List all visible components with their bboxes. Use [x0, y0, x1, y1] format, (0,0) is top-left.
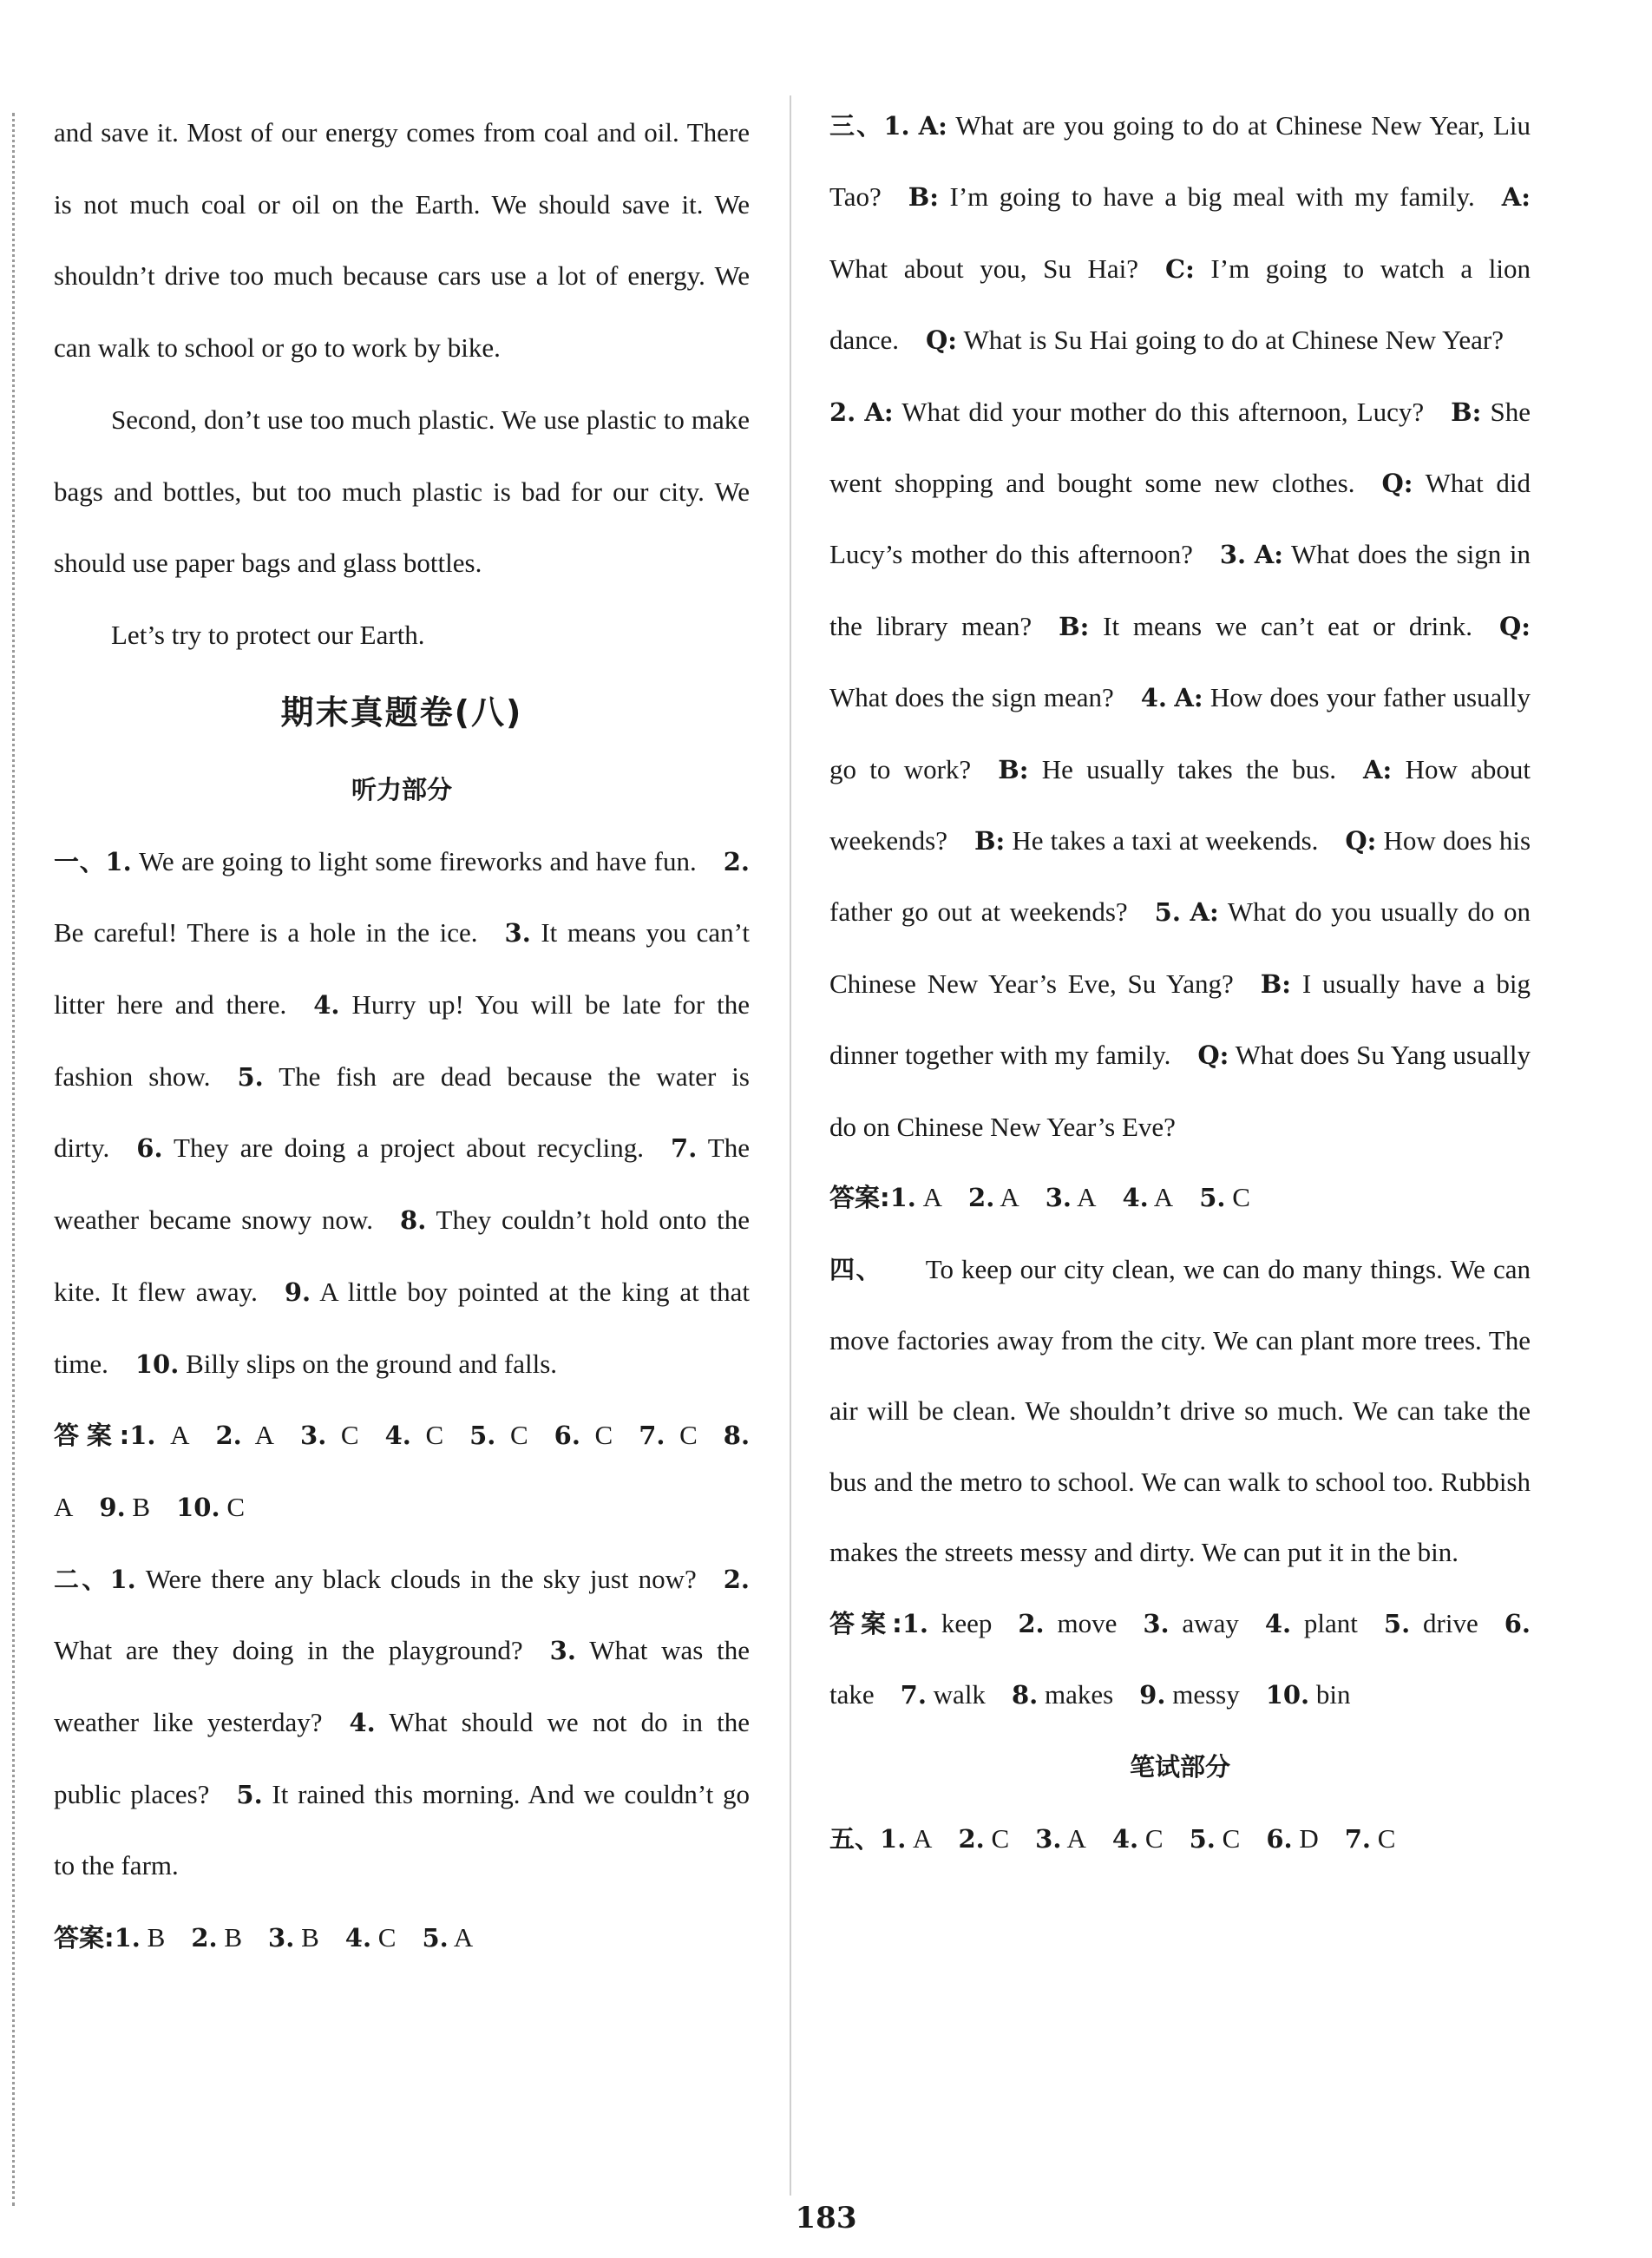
s1-item-text: We are going to light some fireworks and have fun.: [139, 845, 697, 876]
s4-answer-number: 5.: [1383, 1608, 1411, 1638]
s5-answer: [1190, 1823, 1241, 1854]
s1-item: [135, 1349, 557, 1379]
s1-answer: [554, 1420, 613, 1450]
s5-answer-number: 4.: [1111, 1824, 1139, 1854]
section-3-answer-list: [890, 1182, 1250, 1212]
left-column: [54, 97, 750, 1974]
right-column: [829, 90, 1531, 1875]
section-1-answer-list: [54, 1420, 750, 1522]
s1-answer: [99, 1492, 150, 1522]
speaker-label: A:: [1254, 540, 1283, 570]
s4-answer-value: messy: [1172, 1678, 1240, 1710]
s2-answer: [345, 1922, 397, 1953]
s1-answer-number: 1.: [129, 1421, 156, 1451]
s4-answer-number: 2.: [1018, 1608, 1045, 1638]
section-1-answers: [54, 1400, 750, 1543]
dialogue-number: 5.: [1154, 897, 1181, 928]
s1-answer: [639, 1420, 698, 1450]
s5-answer-number: 7.: [1344, 1824, 1372, 1854]
s1-item: [105, 846, 723, 876]
s3-answer: [968, 1182, 1019, 1212]
s5-answer-number: 2.: [958, 1824, 985, 1854]
written-section-heading: 笔试部分: [1129, 1752, 1230, 1782]
section-5-answer-list: [880, 1823, 1395, 1854]
s2-answer-number: 5.: [422, 1923, 449, 1953]
speaker-label: Q:: [1197, 1040, 1229, 1071]
section-1-transcript: [54, 826, 750, 1401]
s5-answer-value: A: [913, 1823, 933, 1854]
s5-answer: [1345, 1823, 1396, 1854]
s4-answer-value: away: [1182, 1607, 1239, 1638]
s1-item-text: It means you can’t litter here and there.: [54, 917, 750, 1021]
section-4-passage: To keep our city clean, we can do many things. We can move factories away from the city. We can plant more trees. The air will be clean. We shouldn’t drive so much. We can take the bus and the metro to school. We can walk to school too. Rubbish makes the streets messy and dirty. We can put it in the bin.: [829, 1253, 1531, 1568]
s2-answer-value: A: [453, 1922, 474, 1953]
s1-answer: [385, 1420, 444, 1450]
dialogue-number: 4.: [1140, 683, 1168, 713]
dialogue-line: It means we can’t eat or drink.: [1103, 610, 1473, 641]
s1-answer: [469, 1420, 528, 1450]
answer-label: 答案:: [54, 1923, 115, 1953]
s4-answer-value: bin: [1315, 1678, 1351, 1710]
answer-label: 答案:: [829, 1608, 902, 1638]
s2-answer-value: C: [377, 1922, 397, 1953]
s2-answer: [115, 1922, 166, 1953]
dialogue-5: [829, 896, 1531, 1141]
s1-answer: [129, 1420, 189, 1450]
dialogue-line: What do you usually do on Chinese New Year’s Eve, Su Yang?: [829, 896, 1531, 999]
s4-answer-number: 4.: [1264, 1608, 1292, 1638]
exam-title: 期末真题卷(八): [280, 692, 523, 732]
s1-answer-number: 10.: [176, 1492, 220, 1522]
s2-item-text: What are they doing in the playground?: [54, 1635, 523, 1666]
speaker-label: Q:: [1381, 469, 1413, 499]
s4-answer-value: makes: [1044, 1678, 1114, 1710]
dialogue-line: What does the sign mean?: [829, 682, 1114, 713]
s1-answer: [176, 1492, 245, 1522]
s1-item-number: 6.: [136, 1133, 163, 1164]
s3-answer-value: A: [922, 1182, 943, 1213]
dialogue-line: What does the sign in the library mean?: [829, 539, 1531, 641]
s2-answer: [191, 1922, 242, 1953]
s2-answer: [268, 1922, 319, 1953]
s1-item-text: The fish are dead because the water is dirty.: [54, 1060, 750, 1164]
section-3-transcript: [829, 90, 1531, 1162]
s1-answer-number: 3.: [300, 1421, 327, 1451]
dialogue-line: She went shopping and bought some new clothes.: [829, 396, 1531, 499]
s4-answer-number: 7.: [900, 1679, 927, 1710]
s3-answer-value: A: [1000, 1182, 1019, 1213]
dialogue-line: What is Su Hai going to do at Chinese New Year?: [963, 325, 1504, 356]
section-2-answer-list: [115, 1922, 474, 1953]
s1-item-number: 4.: [313, 990, 340, 1021]
s3-answer-number: 3.: [1045, 1183, 1072, 1213]
s5-answer-value: C: [1144, 1823, 1164, 1854]
s1-item-text: They are doing a project about recycling.: [174, 1132, 645, 1164]
speaker-label: Q:: [1345, 826, 1377, 857]
s5-answer-value: C: [1377, 1823, 1396, 1854]
s5-answer-number: 6.: [1266, 1824, 1293, 1854]
s2-answer-number: 3.: [268, 1923, 295, 1953]
s1-answer-value: C: [340, 1420, 359, 1451]
dialogue-number: 2.: [829, 397, 856, 427]
binding-edge-dots: [12, 113, 15, 2206]
dialogue-line: What are you going to do at Chinese New Year, Liu Tao?: [829, 110, 1531, 213]
s1-item-text: Be careful! There is a hole in the ice.: [54, 917, 478, 948]
section-2-answers: [54, 1902, 750, 1974]
section-5-answers: [829, 1803, 1531, 1874]
s2-answer-number: 4.: [344, 1923, 372, 1953]
s4-answer-number: 6.: [1504, 1608, 1531, 1638]
s3-answer-number: 2.: [968, 1183, 995, 1213]
s1-answer-value: C: [679, 1420, 698, 1451]
dialogue-line: What about you, Su Hai?: [829, 253, 1138, 284]
speaker-label: A:: [864, 397, 894, 427]
s1-answer-number: 6.: [554, 1421, 580, 1451]
s3-answer: [1122, 1182, 1173, 1212]
s4-answer: [1265, 1608, 1358, 1638]
dialogue-line: He usually takes the bus.: [1041, 753, 1337, 784]
section-4-label: 四、: [829, 1254, 882, 1284]
speaker-label: B:: [998, 754, 1029, 784]
page-number: 183: [795, 2201, 857, 2235]
s1-item-number: 3.: [504, 918, 531, 948]
section-2-label: 二、: [54, 1564, 110, 1594]
s2-item: [109, 1564, 723, 1594]
s3-answer-value: A: [1153, 1182, 1174, 1213]
dialogue-line: He takes a taxi at weekends.: [1012, 825, 1319, 857]
s1-answer-value: C: [425, 1420, 444, 1451]
s2-item-number: 1.: [109, 1564, 136, 1594]
s1-answer-value: C: [594, 1420, 613, 1451]
s4-answer-value: take: [829, 1678, 875, 1710]
speaker-label: C:: [1165, 253, 1195, 284]
s1-item-text: The weather became snowy now.: [54, 1132, 750, 1236]
speaker-label: Q:: [1499, 611, 1531, 641]
speaker-label: A:: [918, 111, 947, 141]
section-3-label: 三、: [829, 111, 884, 141]
dialogue-line: What does Su Yang usually do on Chinese New Year’s Eve?: [829, 1040, 1531, 1142]
answer-label: 答案:: [829, 1183, 890, 1213]
s1-item-number: 1.: [105, 846, 132, 876]
answer-label: 答案:: [54, 1421, 130, 1451]
s1-answer-value: C: [509, 1420, 528, 1451]
s4-answer: [1018, 1608, 1117, 1638]
section-3-answers: [829, 1162, 1531, 1233]
s2-answer: [422, 1922, 473, 1953]
s2-item-text: What should we not do in the public places?: [54, 1707, 750, 1809]
s1-answer-value: B: [132, 1491, 151, 1522]
s1-answer-number: 5.: [469, 1421, 496, 1451]
essay-paragraph-2: Second, don’t use too much plastic. We use plastic to make bags and bottles, but too much plastic is bad for our city. We should use paper bags and glass bottles.: [54, 404, 750, 579]
s4-answer: [1139, 1679, 1240, 1710]
s2-item-text: Were there any black clouds in the sky just now?: [145, 1563, 697, 1594]
section-2-items: [54, 1564, 750, 1881]
speaker-label: A:: [1190, 897, 1219, 928]
s1-item-number: 7.: [671, 1133, 698, 1164]
dialogue-line: What did your mother do this afternoon, Lucy?: [901, 396, 1425, 427]
s3-answer: [890, 1182, 942, 1212]
s5-answer: [1112, 1823, 1164, 1854]
s1-answer-value: A: [170, 1420, 190, 1451]
s2-item-text: What was the weather like yesterday?: [54, 1635, 750, 1738]
s2-item-number: 4.: [349, 1708, 376, 1738]
s2-item-number: 2.: [723, 1564, 751, 1594]
s5-answer: [1035, 1823, 1086, 1854]
dialogue-line: How about weekends?: [829, 753, 1531, 857]
speaker-label: B:: [1260, 968, 1291, 999]
s1-item-number: 5.: [237, 1061, 264, 1092]
s3-answer: [1199, 1182, 1250, 1212]
dialogue-1: [829, 110, 1531, 355]
essay-paragraph-1: and save it. Most of our energy comes from coal and oil. There is not much coal or oil on the Earth. We should save it. We shouldn’t drive too much because cars use a lot of energy. We can walk to school or go to work by bike.: [54, 117, 750, 364]
s1-item-text: A little boy pointed at the king at that time.: [54, 1276, 750, 1379]
speaker-label: A:: [1363, 754, 1393, 784]
s4-answer-number: 3.: [1143, 1608, 1170, 1638]
section-1-items: [54, 846, 750, 1379]
dialogue-line: I usually have a big dinner together with my family.: [829, 968, 1531, 1071]
speaker-label: A:: [1501, 182, 1531, 213]
speaker-label: B:: [1059, 611, 1090, 641]
s3-answer-value: C: [1232, 1182, 1250, 1213]
s1-answer: [300, 1420, 359, 1450]
s2-answer-value: B: [147, 1922, 166, 1953]
s1-item-text: Billy slips on the ground and falls.: [186, 1348, 558, 1379]
listening-section-heading: 听力部分: [351, 774, 452, 804]
s1-answer-number: 9.: [99, 1492, 126, 1522]
dialogue-number: 1.: [883, 111, 910, 141]
s4-answer-number: 9.: [1139, 1679, 1166, 1710]
dialogue-4: [829, 682, 1531, 927]
s4-answer-number: 10.: [1265, 1679, 1310, 1710]
s5-answer-value: C: [991, 1823, 1010, 1854]
column-divider: [790, 95, 791, 2196]
section-4-answers: [829, 1588, 1531, 1731]
speaker-label: B:: [908, 182, 940, 213]
speaker-label: Q:: [926, 325, 957, 356]
dialogue-line: I’m going to have a big meal with my family.: [949, 181, 1475, 213]
speaker-label: A:: [1174, 683, 1203, 713]
s5-answer: [880, 1823, 932, 1854]
s4-answer-value: move: [1057, 1607, 1118, 1638]
s2-answer-value: B: [224, 1922, 243, 1953]
dialogue-line: I’m going to watch a lion dance.: [829, 253, 1531, 356]
s5-answer-value: A: [1066, 1823, 1086, 1854]
s3-answer-number: 5.: [1199, 1183, 1226, 1213]
dialogue-line: What did Lucy’s mother do this afternoon?: [829, 468, 1531, 570]
dialogue-line: How does his father go out at weekends?: [829, 825, 1531, 928]
s1-answer-number: 8.: [723, 1421, 751, 1451]
s4-answer-number: 8.: [1011, 1679, 1039, 1710]
s4-answer-value: plant: [1303, 1607, 1358, 1638]
s3-answer-number: 1.: [889, 1183, 916, 1213]
s3-answer-number: 4.: [1122, 1183, 1149, 1213]
s1-answer-number: 4.: [384, 1421, 411, 1451]
s4-answer-number: 1.: [901, 1608, 929, 1638]
s1-answer-value: A: [54, 1491, 74, 1522]
s1-item: [136, 1132, 671, 1163]
s5-answer: [958, 1823, 1009, 1854]
s2-answer-number: 1.: [114, 1923, 141, 1953]
s2-item-number: 3.: [549, 1636, 576, 1666]
dialogue-line: How does your father usually go to work?: [829, 682, 1531, 784]
s1-answer: [216, 1420, 275, 1450]
s5-answer-number: 5.: [1189, 1824, 1216, 1854]
s1-item-number: 9.: [284, 1277, 311, 1307]
s1-answer-number: 2.: [215, 1421, 242, 1451]
s2-item-text: It rained this morning. And we couldn’t go to the farm.: [54, 1778, 750, 1881]
s4-answer-value: drive: [1423, 1607, 1478, 1638]
s4-answer-value: keep: [941, 1607, 993, 1638]
s3-answer-value: A: [1077, 1182, 1097, 1213]
s1-answer-value: C: [226, 1491, 245, 1522]
section-2-transcript: [54, 1544, 750, 1903]
s4-answer: [1266, 1679, 1351, 1710]
s5-answer-value: D: [1299, 1823, 1319, 1854]
s1-answer-number: 7.: [639, 1421, 665, 1451]
section-1-label: 一、: [54, 846, 106, 876]
section-4-transcript: [829, 1234, 1531, 1588]
s1-item-text: They couldn’t hold onto the kite. It flew away.: [54, 1204, 751, 1307]
s4-answer: [902, 1608, 993, 1638]
s4-answer: [1384, 1608, 1478, 1638]
s2-item-number: 5.: [236, 1779, 263, 1809]
section-5-label: 五、: [829, 1824, 881, 1854]
essay-paragraph-3: Let’s try to protect our Earth.: [111, 619, 425, 650]
dialogue-number: 3.: [1219, 540, 1247, 570]
s1-item-number: 8.: [400, 1205, 427, 1236]
speaker-label: B:: [974, 826, 1006, 857]
s5-answer-value: C: [1222, 1823, 1241, 1854]
s4-answer-value: walk: [933, 1678, 986, 1710]
s2-answer-value: B: [301, 1922, 319, 1953]
speaker-label: B:: [1451, 397, 1482, 427]
s2-answer-number: 2.: [191, 1923, 218, 1953]
s1-answer-value: A: [254, 1420, 275, 1451]
s4-answer: [901, 1679, 986, 1710]
section-3-dialogues: [829, 110, 1531, 1142]
s5-answer-number: 1.: [880, 1824, 907, 1854]
s1-item-number: 10.: [134, 1349, 180, 1379]
section-4-answer-list: [829, 1608, 1531, 1710]
s1-item-number: 2.: [723, 846, 750, 876]
s3-answer: [1046, 1182, 1097, 1212]
s4-answer: [1143, 1608, 1239, 1638]
s5-answer: [1266, 1823, 1318, 1854]
s5-answer-number: 3.: [1035, 1824, 1062, 1854]
s1-item-text: Hurry up! You will be late for the fashion show.: [54, 989, 750, 1092]
s4-answer: [1012, 1679, 1113, 1710]
